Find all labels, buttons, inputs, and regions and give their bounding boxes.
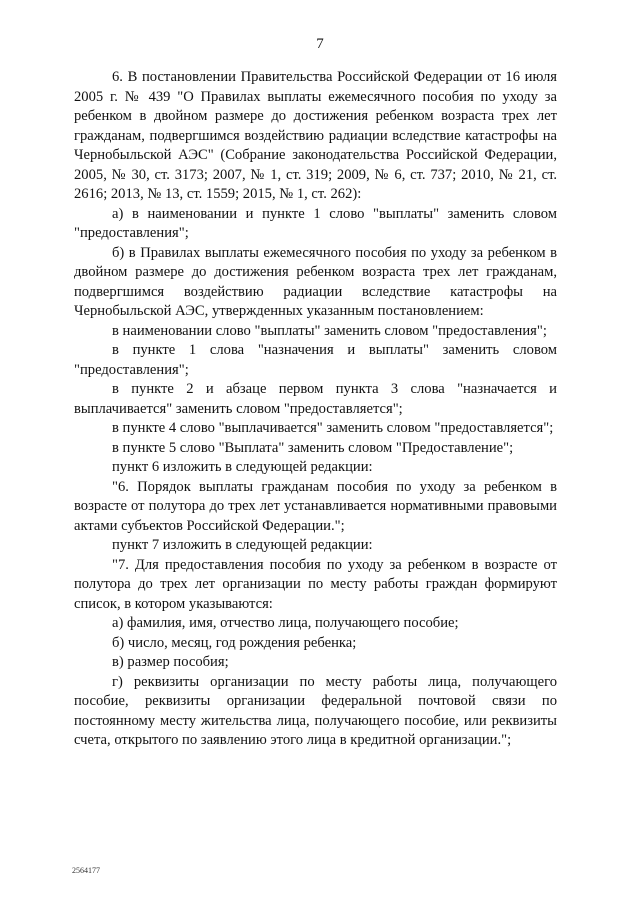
document-body xyxy=(74,68,557,751)
paragraph-amendment-point-4: в пункте 4 слово "выплачивается" заменить словом "предоставляется"; xyxy=(112,420,554,436)
paragraph-amendment-point-5: в пункте 5 слово "Выплата" заменить словом "Предоставление"; xyxy=(112,439,514,456)
paragraph-point-7-text: "7. Для предоставления пособия по уходу за ребенком в возрасте от полутора до трех лет организации по месту работы граждан формируют список, в котором указываются: xyxy=(74,556,557,612)
list-item-b: б) число, месяц, год рождения ребенка; xyxy=(112,634,357,651)
paragraph-subitem-b: б) в Правилах выплаты ежемесячного пособия по уходу за ребенком в двойном размере до достижения ребенком возраста трех лет гражданам, подвергшимся воздействию радиации вследствие катастрофы на Чернобыльской АЭС, утвержденных указанным постановлением: xyxy=(74,244,557,319)
paragraph-point-6-intro: пункт 6 изложить в следующей редакции: xyxy=(112,459,373,475)
paragraph-amendment-title: в наименовании слово "выплаты" заменить словом "предоставления"; xyxy=(112,322,547,339)
list-item-g: г) реквизиты организации по месту работы лица, получающего пособие, реквизиты организации федеральной почтовой связи по постоянному месту жительства лица, получающего пособие, или реквизиты счета, открытого по заявлению этого лица в кредитной организации."; xyxy=(74,673,557,748)
paragraph-point-7-intro: пункт 7 изложить в следующей редакции: xyxy=(112,537,373,553)
paragraph-subitem-a: а) в наименовании и пункте 1 слово "выплаты" заменить словом "предоставления"; xyxy=(74,205,557,241)
paragraph-item-6: 6. В постановлении Правительства Российской Федерации от 16 июля 2005 г. № 439 "О Правилах выплаты ежемесячного пособия по уходу за ребенком в двойном размере до достижения ребенком возраста трех лет гражданам, подвергшимся воздействию радиации вследствие катастрофы на Чернобыльской АЭС" (Собрание законодательства Российской Федерации, 2005, № 30, ст. 3173; 2007, № 1, ст. 319; 2009, № 6, ст. 737; 2010, № 21, ст. 2616; 2013, № 13, ст. 1559; 2015, № 1, ст. 262): xyxy=(74,69,557,202)
list-item-a: а) фамилия, имя, отчество лица, получающего пособие; xyxy=(112,615,459,631)
list-item-v: в) размер пособия; xyxy=(112,654,229,670)
page-number: 7 xyxy=(316,36,324,52)
paragraph-amendment-point-1: в пункте 1 слова "назначения и выплаты" заменить словом "предоставления"; xyxy=(74,342,557,378)
paragraph-amendment-points-2-3: в пункте 2 и абзаце первом пункта 3 слова "назначается и выплачивается" заменить словом "предоставляется"; xyxy=(74,381,557,417)
paragraph-point-6-text: "6. Порядок выплаты гражданам пособия по уходу за ребенком в возрасте от полутора до трех лет устанавливается нормативными правовыми актами субъектов Российской Федерации."; xyxy=(74,478,557,534)
document-id: 2564177 xyxy=(72,866,100,875)
